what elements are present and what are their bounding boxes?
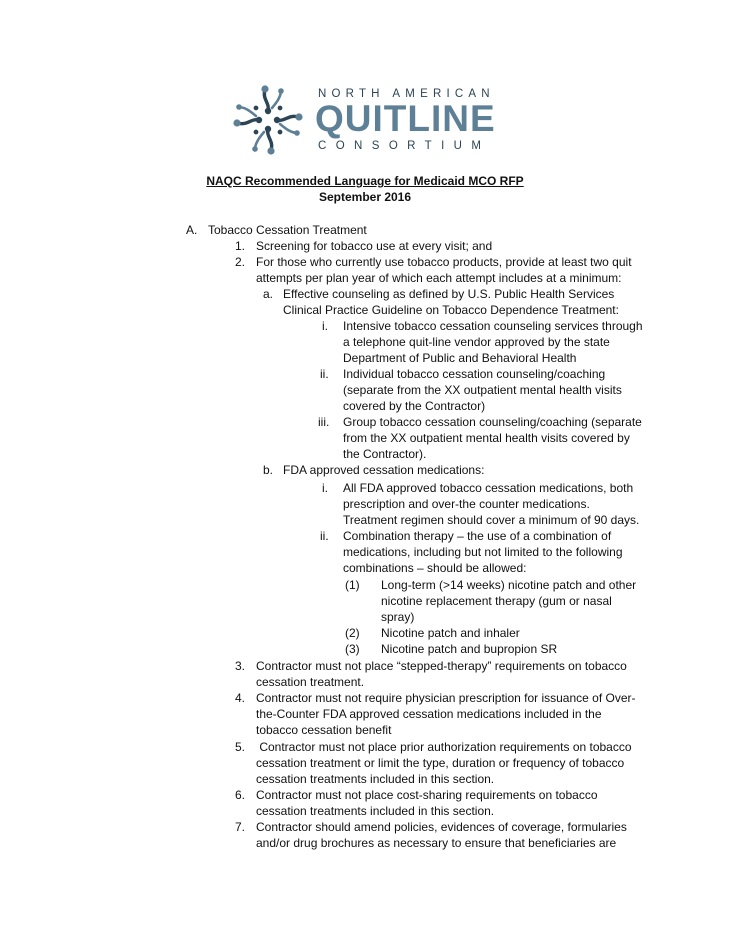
roman-item-marker: ii. xyxy=(320,529,329,543)
roman-item-line: the Contractor). xyxy=(343,447,427,461)
sub-item-marker: a. xyxy=(263,287,274,301)
naqc-logo xyxy=(232,82,502,158)
list-item-line: cessation treatments included in this section. xyxy=(256,772,495,786)
list-item-line: Contractor should amend policies, evidences of coverage, formularies xyxy=(256,820,627,834)
roman-item-line: medications, including but not limited to the following xyxy=(343,545,623,559)
list-item-line: Contractor must not require physician prescription for issuance of Over- xyxy=(256,691,636,705)
list-item-line: For those who currently use tobacco products, provide at least two quit xyxy=(256,255,632,269)
numbered-paren-line: nicotine replacement therapy (gum or nasal xyxy=(381,594,612,608)
roman-item-line: Treatment regimen should cover a minimum of 90 days. xyxy=(343,513,640,527)
roman-item-line: combinations – should be allowed: xyxy=(343,561,527,575)
list-item-line: attempts per plan year of which each attempt includes at a minimum: xyxy=(256,271,622,285)
document-title: NAQC Recommended Language for Medicaid MCO RFP xyxy=(206,174,524,188)
roman-item-line: from the XX outpatient mental health visits covered by xyxy=(343,431,630,445)
roman-item-line: prescription and over-the counter medications. xyxy=(343,497,590,511)
roman-item-marker: i. xyxy=(322,319,328,333)
list-item-marker: 3. xyxy=(235,659,246,673)
sub-item-line: Clinical Practice Guideline on Tobacco Dependence Treatment: xyxy=(283,303,619,317)
roman-item-marker: i. xyxy=(322,481,328,495)
roman-item-line: a telephone quit-line vendor approved by the state xyxy=(343,335,610,349)
roman-item-line: (separate from the XX outpatient mental health visits xyxy=(343,383,622,397)
roman-item-line: Combination therapy – the use of a combination of xyxy=(343,529,612,543)
numbered-paren-marker: (3) xyxy=(345,642,360,656)
list-item-marker: 4. xyxy=(235,691,246,705)
list-item-line: Screening for tobacco use at every visit; and xyxy=(256,239,493,253)
list-item-line: cessation treatment. xyxy=(256,675,365,689)
sub-item-marker: b. xyxy=(263,463,274,477)
list-item-line: Contractor must not place “stepped-therapy” requirements on tobacco xyxy=(256,659,627,673)
roman-item-marker: ii. xyxy=(320,367,329,381)
section-heading: Tobacco Cessation Treatment xyxy=(208,223,367,237)
numbered-paren-line: spray) xyxy=(381,610,415,624)
roman-item-marker: iii. xyxy=(318,415,330,429)
numbered-paren-marker: (1) xyxy=(345,578,360,592)
roman-item-line: Group tobacco cessation counseling/coaching (separate xyxy=(343,415,642,429)
document-date: September 2016 xyxy=(318,190,412,204)
numbered-paren-marker: (2) xyxy=(345,626,360,640)
roman-item-line: Individual tobacco cessation counseling/coaching xyxy=(343,367,606,381)
roman-item-line: covered by the Contractor) xyxy=(343,399,486,413)
list-item-marker: 5. xyxy=(235,740,246,754)
list-item-line: tobacco cessation benefit xyxy=(256,723,392,737)
sub-item-line: Effective counseling as defined by U.S. Public Health Services xyxy=(283,287,615,301)
section-marker: A. xyxy=(186,223,198,237)
list-item-marker: 1. xyxy=(235,239,246,253)
numbered-paren-line: Long-term (>14 weeks) nicotine patch and other xyxy=(381,578,637,592)
list-item-marker: 6. xyxy=(235,788,246,802)
numbered-paren-line: Nicotine patch and bupropion SR xyxy=(381,642,558,656)
logo-main-text: QUITLINE xyxy=(315,98,496,139)
numbered-paren-line: Nicotine patch and inhaler xyxy=(381,626,520,640)
logo-top-text: NORTH AMERICAN xyxy=(318,88,495,100)
quitline-logo-mark-icon xyxy=(232,84,304,156)
logo-bottom-text: CONSORTIUM xyxy=(318,140,491,152)
list-item-line: Contractor must not place cost-sharing requirements on tobacco xyxy=(256,788,598,802)
roman-item-line: Department of Public and Behavioral Health xyxy=(343,351,577,365)
roman-item-line: Intensive tobacco cessation counseling services through xyxy=(343,319,643,333)
list-item-line: cessation treatments included in this section. xyxy=(256,804,495,818)
list-item-line: Contractor must not place prior authorization requirements on tobacco xyxy=(256,740,632,754)
sub-item-line: FDA approved cessation medications: xyxy=(283,463,485,477)
roman-item-line: All FDA approved tobacco cessation medications, both xyxy=(343,481,634,495)
list-item-line: cessation treatment or limit the type, duration or frequency of tobacco xyxy=(256,756,625,770)
list-item-marker: 2. xyxy=(235,255,246,269)
list-item-line: the-Counter FDA approved cessation medications included in the xyxy=(256,707,602,721)
list-item-marker: 7. xyxy=(235,820,246,834)
list-item-line: and/or drug brochures as necessary to ensure that beneficiaries are xyxy=(256,836,617,850)
